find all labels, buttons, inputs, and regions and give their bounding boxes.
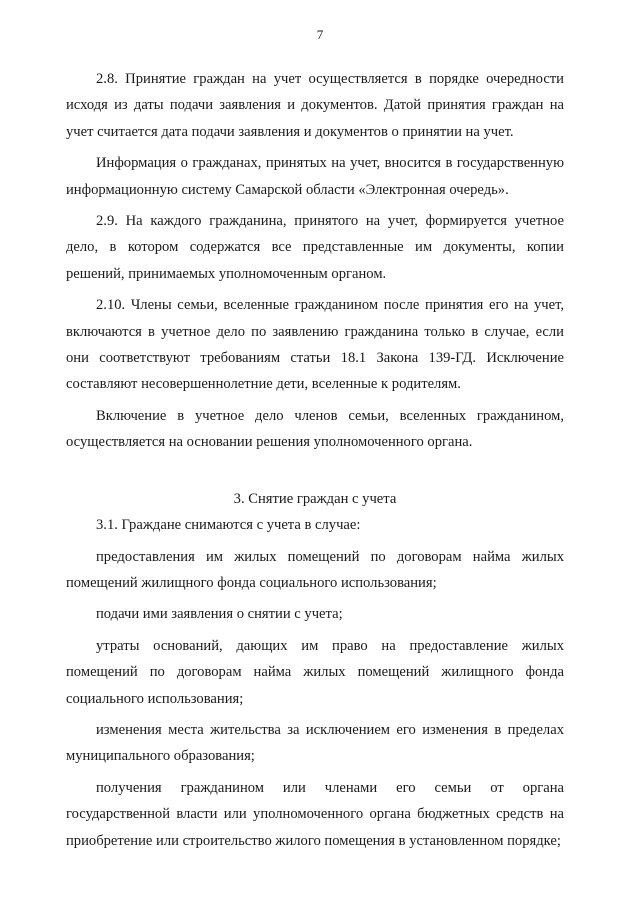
list-item: изменения места жительства за исключением его изменения в пределах муниципального образования; — [66, 721, 564, 765]
document-body — [66, 66, 564, 854]
section-heading: 3. Снятие граждан с учета — [233, 490, 397, 507]
list-item: подачи ими заявления о снятии с учета; — [96, 606, 343, 623]
paragraph-2-8-info: Информация о гражданах, принятых на учет, вносится в государственную информационную систему Самарской области «Электронная очередь». — [66, 155, 564, 198]
paragraph-2-8: 2.8. Принятие граждан на учет осуществляется в порядке очередности исходя из даты подачи заявления и документов. Датой принятия граждан на учет считается дата подачи заявления и документов о принятии на учет. — [66, 71, 564, 140]
paragraph-2-9: 2.9. На каждого гражданина, принятого на учет, формируется учетное дело, в котором содержатся все представленные им документы, копии решений, принимаемых уполномоченным органом. — [66, 213, 564, 282]
list-item: получения гражданином или членами его семьи от органа государственной власти или уполномоченного органа бюджетных средств на приобретение или строительство жилого помещения в установленном порядке; — [66, 779, 564, 849]
paragraph-3-1: 3.1. Граждане снимаются с учета в случае: — [96, 517, 361, 534]
paragraph-2-10-inclusion: Включение в учетное дело членов семьи, вселенных гражданином, осуществляется на основании решения уполномоченного органа. — [66, 407, 564, 451]
list-item: предоставления им жилых помещений по договорам найма жилых помещений жилищного фонда социального использования; — [66, 548, 564, 591]
list-item: утраты оснований, дающих им право на предоставление жилых помещений по договорам найма жилых помещений жилищного фонда социального использования; — [66, 637, 564, 707]
paragraph-2-10: 2.10. Члены семьи, вселенные гражданином после принятия его на учет, включаются в учетное дело по заявлению гражданина только в случае, если они соответствуют требованиям статьи 18.1 Закона 139-ГД. Исключение составляют несовершеннолетние дети, вселенные к родителям. — [66, 297, 564, 393]
page-number: 7 — [316, 27, 324, 42]
